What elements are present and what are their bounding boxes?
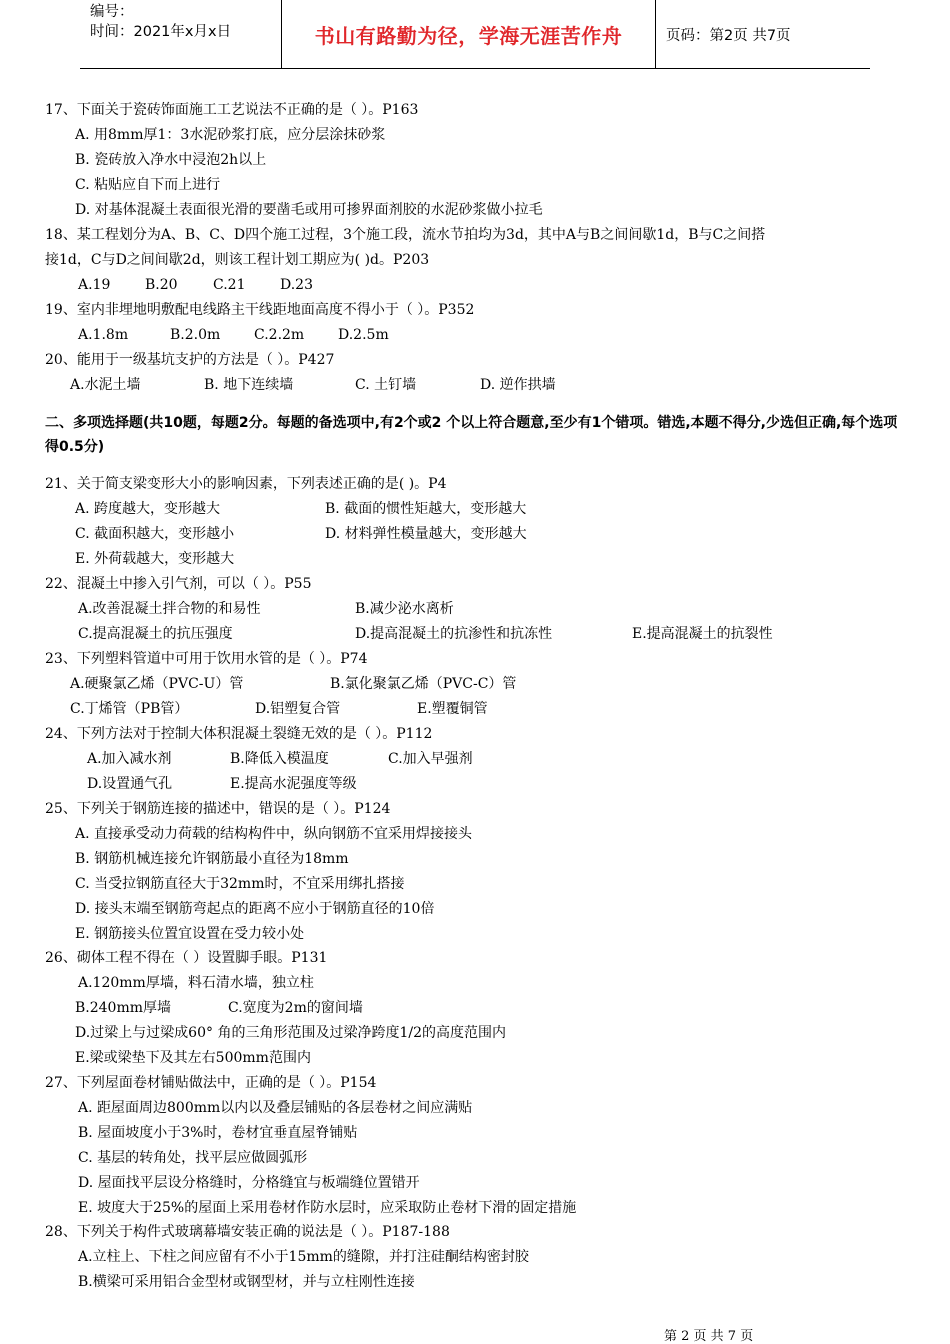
q23-option-e: E.塑覆铜管	[417, 701, 488, 717]
q18-option-a: A.19	[78, 277, 111, 293]
question-27: 27、下列屋面卷材铺贴做法中，正确的是（ ）。P154	[45, 1075, 377, 1091]
q19-option-c: C.2.2m	[254, 327, 305, 343]
q18-option-b: B.20	[145, 277, 178, 293]
question-24: 24、下列方法对于控制大体积混凝土裂缝无效的是（ ）。P112	[45, 726, 433, 742]
q26-option-c: C.宽度为2m的窗间墙	[228, 1000, 363, 1016]
q24-option-d: D.设置通气孔	[87, 776, 173, 792]
q21-option-d: D. 材料弹性模量越大，变形越大	[325, 526, 527, 542]
q27-option-d: D. 屋面找平层设分格缝时，分格缝宜与板端缝位置错开	[78, 1175, 420, 1191]
q20-option-b: B. 地下连续墙	[204, 377, 294, 393]
q17-option-d: D. 对基体混凝土表面很光滑的要凿毛或用可掺界面剂胶的水泥砂浆做小拉毛	[75, 202, 543, 218]
number-label: 编号：	[90, 4, 134, 20]
q21-option-e: E. 外荷载越大，变形越大	[75, 551, 235, 567]
q28-option-b: B.横梁可采用铝合金型材或钢型材，并与立柱刚性连接	[78, 1274, 415, 1290]
q26-option-b: B.240mm厚墙	[75, 1000, 172, 1016]
time-label: 时间：2021年x月x日	[90, 24, 232, 40]
header-meta	[80, 0, 282, 68]
q18-option-d: D.23	[280, 277, 313, 293]
section-2-title: 二、多项选择题(共10题，每题2分。每题的备选项中,有2个或2 个以上符合题意,至少有1个错项。错选,本题不得分,少选但正确,每个选项得0.5分)	[45, 415, 898, 455]
q20-option-a: A.水泥土墙	[70, 377, 141, 393]
q20-option-c: C. 土钉墙	[355, 377, 417, 393]
q24-option-b: B.降低入模温度	[230, 751, 329, 767]
question-25: 25、下列关于钢筋连接的描述中，错误的是（ ）。P124	[45, 801, 391, 817]
q19-option-a: A.1.8m	[78, 327, 129, 343]
q22-option-c: C.提高混凝土的抗压强度	[78, 626, 233, 642]
q23-option-b: B.氯化聚氯乙烯（PVC-C）管	[330, 676, 517, 692]
q26-option-a: A.120mm厚墙，料石清水墙，独立柱	[78, 975, 314, 991]
question-19: 19、室内非埋地明敷配电线路主干线距地面高度不得小于（ ）。P352	[45, 302, 475, 318]
q25-option-d: D. 接头末端至钢筋弯起点的距离不应小于钢筋直径的10倍	[75, 901, 435, 917]
q17-option-c: C. 粘贴应自下而上进行	[75, 177, 221, 193]
q17-option-a: A. 用8mm厚1：3水泥砂浆打底，应分层涂抹砂浆	[75, 127, 386, 143]
q27-option-a: A. 距屋面周边800mm以内以及叠层铺贴的各层卷材之间应满贴	[78, 1100, 473, 1116]
q25-option-b: B. 钢筋机械连接允许钢筋最小直径为18mm	[75, 851, 349, 867]
q22-option-b: B.减少泌水离析	[355, 601, 454, 617]
header-page-info: 页码：第2页 共7页	[666, 27, 791, 44]
q27-option-c: C. 基层的转角处，找平层应做圆弧形	[78, 1150, 308, 1166]
header-motto: 书山有路勤为径，学海无涯苦作舟	[282, 0, 656, 68]
q25-option-c: C. 当受拉钢筋直径大于32mm时，不宜采用绑扎搭接	[75, 876, 405, 892]
q26-option-d: D.过梁上与过梁成60° 角的三角形范围及过梁净跨度1/2的高度范围内	[75, 1025, 506, 1041]
q24-option-c: C.加入早强剂	[388, 751, 473, 767]
question-22: 22、混凝土中掺入引气剂，可以（ ）。P55	[45, 576, 312, 592]
q24-option-a: A.加入减水剂	[87, 751, 172, 767]
question-18-line1: 18、某工程划分为A、B、C、D四个施工过程，3个施工段，流水节拍均为3d，其中A与B之间间歇1d，B与C之间搭	[45, 227, 766, 243]
q25-option-e: E. 钢筋接头位置宜设置在受力较小处	[75, 926, 305, 942]
q28-option-a: A.立柱上、下柱之间应留有不小于15mm的缝隙，并打注硅酮结构密封胶	[78, 1249, 529, 1265]
q26-option-e: E.梁或梁垫下及其左右500mm范围内	[75, 1050, 311, 1066]
q21-option-c: C. 截面积越大，变形越小	[75, 526, 235, 542]
q21-option-a: A. 跨度越大，变形越大	[75, 501, 221, 517]
q19-option-b: B.2.0m	[170, 327, 221, 343]
question-23: 23、下列塑料管道中可用于饮用水管的是（ ）。P74	[45, 651, 368, 667]
question-26: 26、砌体工程不得在（ ）设置脚手眼。P131	[45, 950, 328, 966]
q22-option-a: A.改善混凝土拌合物的和易性	[78, 601, 261, 617]
q27-option-b: B. 屋面坡度小于3%时，卷材宜垂直屋脊铺贴	[78, 1125, 358, 1141]
page-footer: 第 2 页 共 7 页	[664, 1329, 754, 1344]
q19-option-d: D.2.5m	[338, 327, 389, 343]
question-21: 21、关于简支梁变形大小的影响因素，下列表述正确的是( )。P4	[45, 476, 447, 492]
q18-option-c: C.21	[213, 277, 246, 293]
q22-option-e: E.提高混凝土的抗裂性	[632, 626, 773, 642]
q27-option-e: E. 坡度大于25%的屋面上采用卷材作防水层时，应采取防止卷材下滑的固定措施	[78, 1200, 577, 1216]
q23-option-c: C.丁烯管（PB管）	[70, 701, 189, 717]
question-18-line2: 接1d，C与D之间间歇2d，则该工程计划工期应为( )d。P203	[45, 252, 430, 268]
q25-option-a: A. 直接承受动力荷载的结构构件中，纵向钢筋不宜采用焊接接头	[75, 826, 473, 842]
question-20: 20、能用于一级基坑支护的方法是（ ）。P427	[45, 352, 335, 368]
q20-option-d: D. 逆作拱墙	[480, 377, 556, 393]
q22-option-d: D.提高混凝土的抗渗性和抗冻性	[355, 626, 553, 642]
q17-option-b: B. 瓷砖放入净水中浸泡2h以上	[75, 152, 267, 168]
q23-option-a: A.硬聚氯乙烯（PVC-U）管	[70, 676, 244, 692]
question-17: 17、下面关于瓷砖饰面施工工艺说法不正确的是（ ）。P163	[45, 102, 419, 118]
page-header	[80, 0, 870, 69]
q21-option-b: B. 截面的惯性矩越大，变形越大	[325, 501, 527, 517]
question-28: 28、下列关于构件式玻璃幕墙安装正确的说法是（ ）。P187-188	[45, 1224, 450, 1240]
q24-option-e: E.提高水泥强度等级	[230, 776, 357, 792]
q23-option-d: D.铝塑复合管	[255, 701, 341, 717]
